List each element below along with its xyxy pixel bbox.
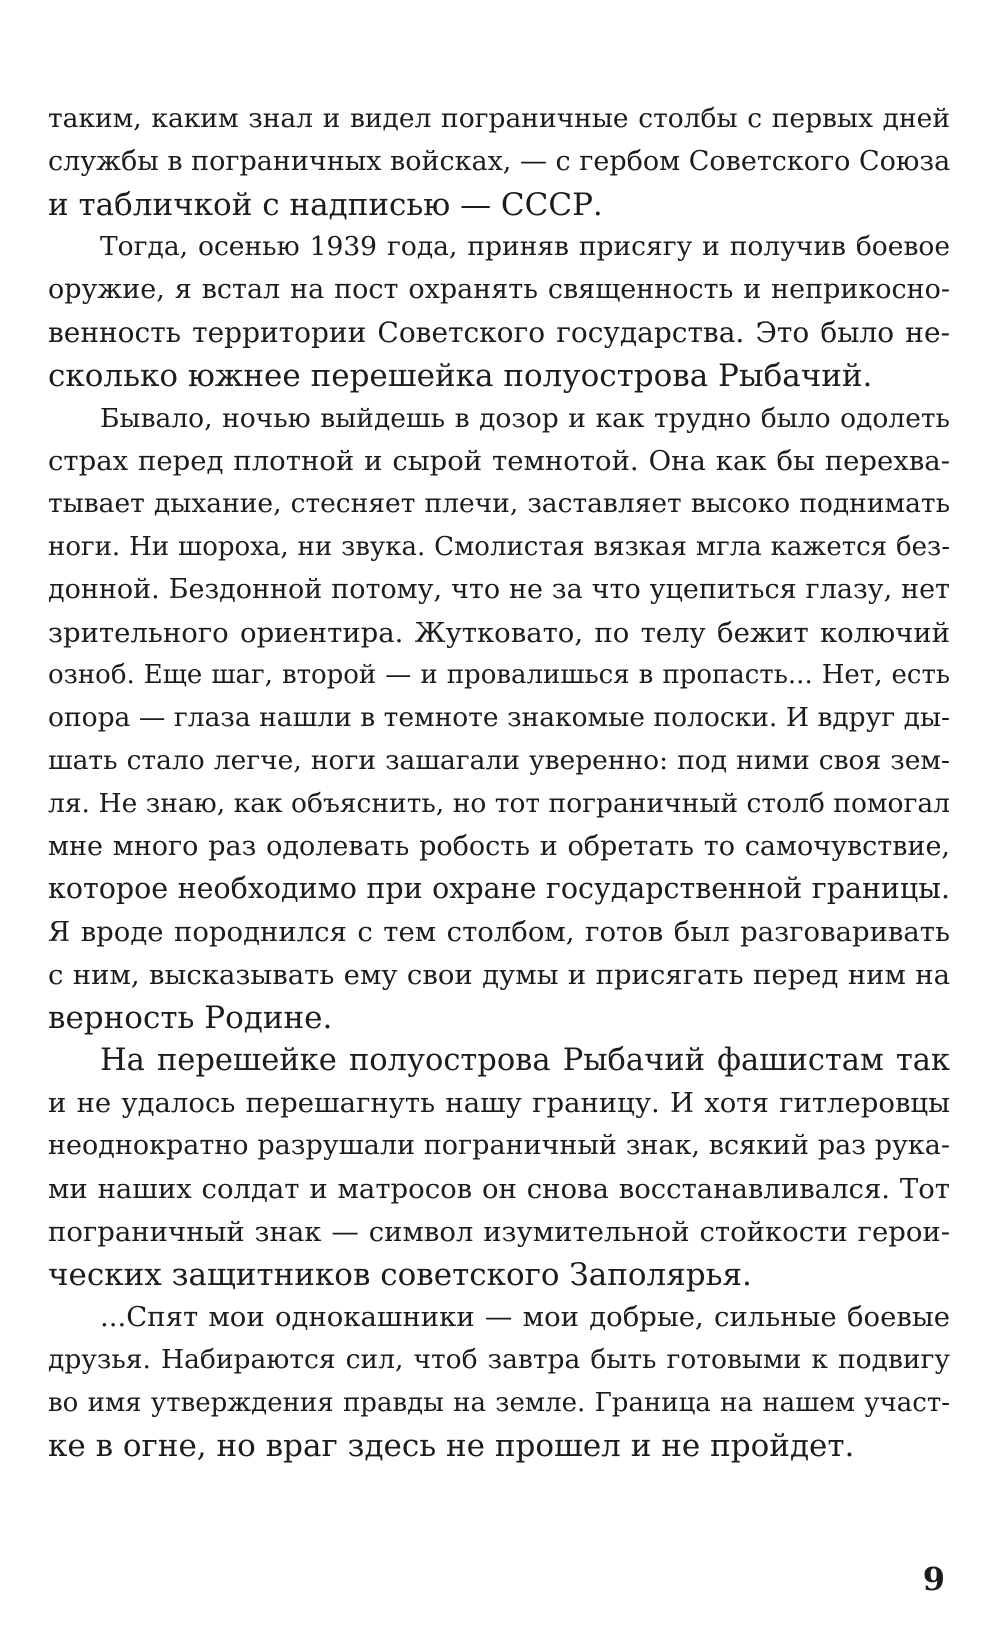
text-line: Бывало, ночью выйдешь в дозор и как трудно было одолеть	[100, 402, 950, 434]
text-line: друзья. Набираются сил, чтоб завтра быть готовыми к подвигу	[48, 1344, 950, 1376]
text-line: опора — глаза нашли в темноте знакомые полоски. И вдруг ды-	[48, 702, 950, 734]
text-line: ...Спят мои однокашники — мои добрые, сильные боевые	[100, 1301, 950, 1334]
text-line: пограничный знак — символ изумительной стойкости герои-	[48, 1215, 950, 1248]
text-line: Тогда, осенью 1939 года, приняв присягу и получив боевое	[100, 231, 950, 263]
page-number: 9	[922, 1560, 945, 1598]
text-line: неоднократно разрушали пограничный знак, всякий раз рука-	[48, 1130, 950, 1162]
body-text	[48, 98, 950, 1468]
text-line: с ним, высказывать ему свои думы и присягать перед ним на	[48, 958, 950, 991]
text-line: оружие, я встал на пост охранять священность и неприкосно-	[48, 274, 950, 306]
text-line: венность территории Советского государства. Это было не-	[48, 315, 950, 349]
text-line: службы в пограничных войсках, — с гербом Советского Союза	[48, 145, 951, 177]
text-line: ческих защитников советского Заполярья.	[48, 1256, 752, 1293]
text-line: шать стало легче, ноги зашагали уверенно: под ними своя зем-	[48, 744, 950, 776]
text-line: Я вроде породнился с тем столбом, готов был разговаривать	[48, 916, 950, 949]
text-line: и не удалось перешагнуть нашу границу. И хотя гитлеровцы	[48, 1087, 950, 1120]
text-line: ми наших солдат и матросов он снова восстанавливался. Тот	[48, 1172, 950, 1205]
text-line: мне много раз одолевать робость и обретать то самочувствие,	[48, 830, 950, 862]
text-line: и табличкой с надписью — СССР.	[48, 186, 603, 223]
text-line: ноги. Ни шороха, ни звука. Смолистая вязкая мгла кажется без-	[48, 531, 950, 562]
text-line: верность Родине.	[48, 999, 333, 1036]
text-line: донной. Бездонной потому, что не за что уцепиться глазу, нет	[48, 573, 950, 605]
text-line: ке в огне, но враг здесь не прошел и не пройдет.	[48, 1427, 855, 1464]
text-line: ля. Не знаю, как объяснить, но тот пограничный столб помогал	[48, 787, 950, 819]
text-line: озноб. Еще шаг, второй — и провалишься в пропасть... Нет, есть	[48, 660, 950, 691]
text-line: тывает дыхание, стесняет плечи, заставляет высоко поднимать	[48, 488, 950, 520]
text-line: таким, каким знал и видел пограничные столбы с первых дней	[48, 103, 950, 134]
text-line: зрительного ориентира. Жутковато, по телу бежит колючий	[48, 616, 950, 649]
text-line: во имя утверждения правды на земле. Граница на нашем участ-	[48, 1387, 950, 1418]
text-line: сколько южнее перешейка полуострова Рыбачий.	[48, 357, 873, 394]
text-line: На перешейке полуострова Рыбачий фашистам так	[100, 1042, 950, 1078]
text-line: страх перед плотной и сырой темнотой. Она как бы перехва-	[48, 445, 950, 478]
text-line: которое необходимо при охране государственной границы.	[48, 872, 950, 906]
